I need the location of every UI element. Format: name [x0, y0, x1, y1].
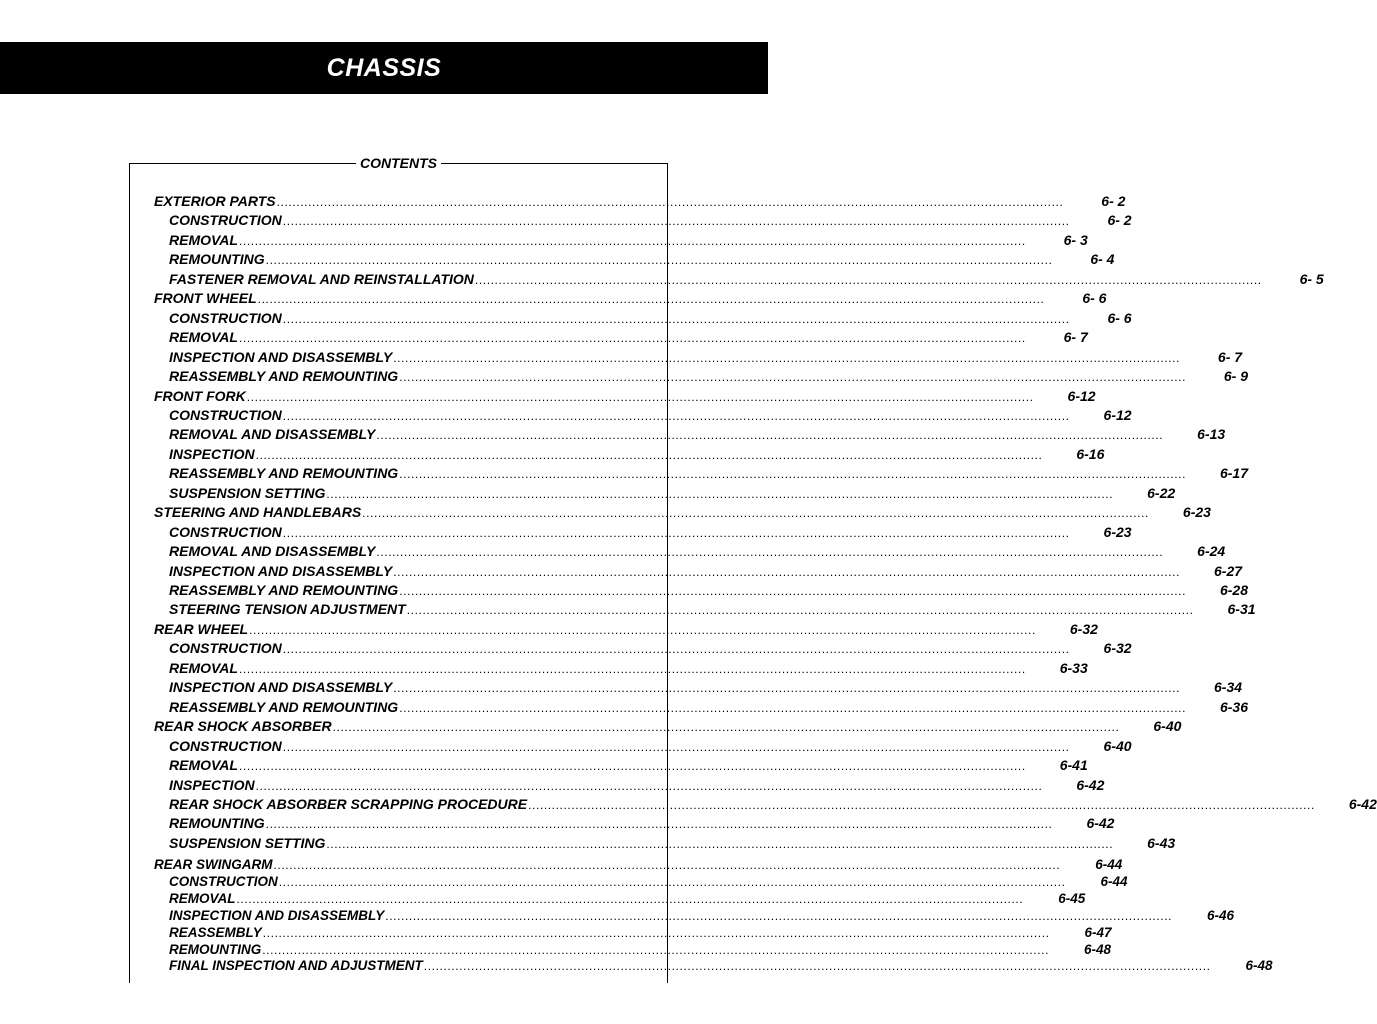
toc-entry [169, 795, 1377, 813]
toc-dot-leader: ........................................................................................................................................................................................................ [399, 370, 1186, 385]
toc-entry [169, 348, 1243, 366]
toc-entry-title: SUSPENSION SETTING [169, 834, 326, 851]
toc-entry-title: REMOUNTING [169, 815, 265, 832]
toc-entry-title: REMOVAL [169, 757, 238, 774]
toc-entry-title: REAR SHOCK ABSORBER [154, 718, 332, 735]
toc-dot-leader: ........................................................................................................................................................................................................ [238, 661, 1026, 676]
toc-entry-title: CONSTRUCTION [169, 640, 282, 657]
toc-entry [169, 814, 1115, 832]
toc-entry-page: 6-28 [1219, 582, 1248, 598]
toc-entry-page: 6- 7 [1217, 348, 1243, 365]
toc-entry-page: 6-23 [1103, 523, 1132, 540]
toc-entry-title: FRONT FORK [154, 387, 246, 404]
toc-dot-leader: ........................................................................................................................................................................................................ [236, 891, 1024, 906]
toc-entry [154, 857, 1123, 873]
toc-entry [169, 270, 1324, 288]
toc-dot-leader: ........................................................................................................................................................................................................ [238, 759, 1026, 774]
toc-entry-title: INSPECTION AND DISASSEMBLY [169, 562, 393, 579]
toc-entry-title: FINAL INSPECTION AND ADJUSTMENT [169, 958, 423, 974]
toc-entry [169, 484, 1176, 502]
toc-entry [169, 659, 1088, 677]
toc-entry-page: 6-48 [1084, 941, 1112, 957]
toc-entry [154, 192, 1126, 210]
toc-entry-title: REMOVAL AND DISASSEMBLY [169, 426, 376, 443]
toc-dot-leader: ........................................................................................................................................................................................................ [265, 817, 1053, 832]
toc-entry [169, 873, 1128, 890]
toc-entry-title: REMOVAL [169, 659, 238, 676]
toc-entry-page: 6-41 [1059, 757, 1088, 774]
toc-entry-page: 6-40 [1153, 718, 1182, 735]
toc-entry [169, 600, 1256, 618]
toc-dot-leader: ........................................................................................................................................................................................................ [474, 272, 1262, 287]
toc-dot-leader: ........................................................................................................................................................................................................ [255, 778, 1043, 793]
toc-dot-leader: ........................................................................................................................................................................................................ [362, 506, 1149, 521]
toc-dot-leader: ........................................................................................................................................................................................................ [238, 331, 1026, 346]
toc-entry-page: 6-48 [1245, 958, 1273, 974]
toc-entry-page: 6- 6 [1082, 290, 1107, 307]
toc-entry-title: FRONT WHEEL [154, 290, 257, 307]
toc-entry-page: 6-31 [1227, 601, 1256, 618]
toc-entry-title: REASSEMBLY [169, 924, 262, 940]
toc-dot-leader: ........................................................................................................................................................................................................ [246, 389, 1034, 404]
toc-entry-title: REMOVAL [169, 329, 238, 346]
toc-dot-leader: ........................................................................................................................................................................................................ [326, 486, 1114, 501]
toc-entry [154, 717, 1182, 735]
toc-entry-page: 6-12 [1067, 387, 1096, 404]
toc-entry [169, 737, 1132, 755]
toc-entry-title: REASSEMBLY AND REMOUNTING [169, 465, 399, 482]
toc-dot-leader: ........................................................................................................................................................................................................ [399, 467, 1186, 482]
toc-entry [169, 776, 1105, 794]
toc-entry-title: INSPECTION AND DISASSEMBLY [169, 348, 393, 365]
toc-entry [169, 542, 1226, 560]
toc-entry-title: STEERING TENSION ADJUSTMENT [169, 601, 406, 618]
toc-entry-title: INSPECTION [169, 445, 255, 462]
toc-entry [154, 503, 1211, 521]
toc-entry-page: 6-47 [1084, 924, 1112, 940]
toc-entry-page: 6- 9 [1223, 368, 1248, 385]
toc-entry-title: CONSTRUCTION [169, 212, 282, 229]
toc-entry-page: 6-27 [1214, 562, 1243, 579]
toc-entry-title: REASSEMBLY AND REMOUNTING [169, 582, 399, 598]
toc-entry-title: SUSPENSION SETTING [169, 484, 326, 501]
toc-dot-leader: ........................................................................................................................................................................................................ [265, 253, 1053, 268]
toc-dot-leader: ........................................................................................................................................................................................................ [278, 874, 1066, 889]
toc-entry-page: 6-36 [1219, 698, 1248, 715]
toc-entry [169, 924, 1112, 941]
toc-dot-leader: ........................................................................................................................................................................................................ [257, 292, 1045, 307]
toc-entry-title: REMOVAL AND DISASSEMBLY [169, 543, 376, 560]
toc-entry [169, 406, 1132, 424]
toc-entry [169, 698, 1248, 716]
toc-entry [169, 890, 1086, 907]
toc-dot-leader: ........................................................................................................................................................................................................ [276, 195, 1064, 209]
toc-entry [169, 958, 1273, 974]
toc-dot-leader: ........................................................................................................................................................................................................ [423, 959, 1211, 974]
chapter-title: CHASSIS [326, 53, 442, 82]
toc-entry-page: 6-42 [1086, 815, 1115, 832]
toc-entry [169, 328, 1088, 346]
toc-entry-page: 6- 3 [1063, 231, 1088, 248]
toc-entry [169, 211, 1132, 229]
toc-entry-page: 6-32 [1069, 620, 1098, 637]
toc-label-wrap [130, 155, 667, 172]
toc-entry [169, 639, 1132, 657]
toc-entry-title: REMOVAL [169, 890, 236, 906]
toc-entry [169, 562, 1243, 580]
toc-entry-title: REAR WHEEL [154, 620, 249, 637]
toc-entry-page: 6-44 [1095, 857, 1123, 872]
toc-entry [169, 581, 1248, 599]
toc-dot-leader: ........................................................................................................................................................................................................ [262, 925, 1050, 940]
toc-entry-page: 6-24 [1197, 543, 1226, 560]
toc-entry-title: CONSTRUCTION [169, 523, 282, 540]
toc-dot-leader: ........................................................................................................................................................................................................ [282, 525, 1070, 540]
toc-entry-page: 6-32 [1103, 640, 1132, 657]
toc-entry-page: 6-13 [1197, 426, 1226, 443]
toc-entry-title: FASTENER REMOVAL AND REINSTALLATION [169, 270, 474, 287]
toc-dot-leader: ........................................................................................................................................................................................................ [282, 642, 1070, 657]
toc-entry [169, 231, 1088, 249]
toc-entry [169, 834, 1176, 852]
toc-entry-title: EXTERIOR PARTS [154, 193, 276, 209]
toc-dot-leader: ........................................................................................................................................................................................................ [262, 942, 1050, 957]
toc-entry [154, 620, 1098, 638]
toc-dot-leader: ........................................................................................................................................................................................................ [399, 584, 1186, 598]
toc-dot-leader: ........................................................................................................................................................................................................ [393, 681, 1181, 696]
toc-dot-leader: ........................................................................................................................................................................................................ [528, 797, 1315, 812]
toc-entry [169, 250, 1115, 268]
toc-entry-title: CONSTRUCTION [169, 737, 282, 754]
toc-entry [154, 289, 1107, 307]
toc-entry-title: INSPECTION AND DISASSEMBLY [169, 907, 385, 923]
toc-entry-title: CONSTRUCTION [169, 406, 282, 423]
toc-entry [169, 907, 1235, 924]
toc-entry-title: INSPECTION [169, 776, 255, 793]
toc-entry-title: REAR SWINGARM [154, 857, 273, 872]
toc-entry-title: STEERING AND HANDLEBARS [154, 504, 362, 521]
toc-dot-leader: ........................................................................................................................................................................................................ [282, 739, 1070, 754]
toc-entry-title: REMOVAL [169, 231, 238, 248]
toc-dot-leader: ........................................................................................................................................................................................................ [282, 214, 1070, 229]
toc-entry-page: 6-17 [1219, 465, 1248, 482]
toc-entry-title: CONSTRUCTION [169, 309, 282, 326]
toc-entry [169, 309, 1132, 327]
toc-entry-page: 6-40 [1103, 737, 1132, 754]
toc-entry-page: 6-34 [1214, 679, 1243, 696]
toc-dot-leader: ........................................................................................................................................................................................................ [332, 720, 1120, 735]
toc-entry-page: 6- 2 [1101, 193, 1126, 209]
toc-entry [169, 464, 1248, 482]
toc-entry [169, 367, 1248, 385]
toc-entry [169, 425, 1226, 443]
toc-entry-page: 6- 5 [1299, 270, 1324, 287]
toc-entry-page: 6-42 [1076, 776, 1105, 793]
toc-dot-leader: ........................................................................................................................................................................................................ [399, 700, 1186, 715]
toc-entry [169, 941, 1112, 958]
toc-label: CONTENTS [356, 155, 441, 171]
toc-dot-leader: ........................................................................................................................................................................................................ [393, 564, 1181, 579]
toc-entry-title: REMOUNTING [169, 941, 262, 957]
toc-dot-leader: ........................................................................................................................................................................................................ [238, 233, 1026, 248]
toc-entry-page: 6-16 [1076, 445, 1105, 462]
toc-dot-leader: ........................................................................................................................................................................................................ [385, 908, 1173, 923]
toc-entry-title: REMOUNTING [169, 251, 265, 268]
toc-entry-page: 6-46 [1207, 907, 1235, 923]
toc-entry-title: REAR SHOCK ABSORBER SCRAPPING PROCEDURE [169, 795, 528, 812]
toc-entry [154, 387, 1096, 405]
toc-dot-leader: ........................................................................................................................................................................................................ [393, 350, 1181, 365]
toc-entry [169, 523, 1132, 541]
toc-entry-page: 6-12 [1103, 406, 1132, 423]
toc-dot-leader: ........................................................................................................................................................................................................ [282, 408, 1070, 423]
toc-entry-page: 6- 6 [1107, 309, 1132, 326]
toc-dot-leader: ........................................................................................................................................................................................................ [255, 447, 1043, 462]
toc-entry-page: 6-42 [1348, 795, 1377, 812]
toc-dot-leader: ........................................................................................................................................................................................................ [406, 603, 1194, 618]
toc-dot-leader: ........................................................................................................................................................................................................ [376, 545, 1164, 560]
toc-entry-page: 6- 4 [1090, 251, 1115, 268]
toc-entry-page: 6-45 [1058, 890, 1086, 906]
toc-dot-leader: ........................................................................................................................................................................................................ [249, 622, 1036, 637]
toc-entry-page: 6- 7 [1063, 329, 1088, 346]
toc-entry-page: 6-22 [1147, 484, 1176, 501]
toc-entry-page: 6-43 [1147, 834, 1176, 851]
toc-entry-title: CONSTRUCTION [169, 873, 278, 889]
toc-entry-page: 6-33 [1059, 659, 1088, 676]
toc-entry-page: 6-44 [1100, 873, 1128, 889]
toc-dot-leader: ........................................................................................................................................................................................................ [326, 836, 1114, 851]
toc-entry [169, 678, 1243, 696]
toc-entry [169, 756, 1088, 774]
toc-entry [169, 445, 1105, 463]
toc-entry-title: INSPECTION AND DISASSEMBLY [169, 679, 393, 696]
toc-dot-leader: ........................................................................................................................................................................................................ [273, 858, 1061, 872]
toc-entry-page: 6- 2 [1107, 212, 1132, 229]
toc-entry-title: REASSEMBLY AND REMOUNTING [169, 368, 399, 385]
toc-entry-page: 6-23 [1182, 504, 1211, 521]
toc-dot-leader: ........................................................................................................................................................................................................ [376, 428, 1164, 443]
toc-dot-leader: ........................................................................................................................................................................................................ [282, 311, 1070, 326]
toc-box [129, 155, 1377, 983]
chapter-title-bar [0, 42, 768, 94]
toc-entry-title: REASSEMBLY AND REMOUNTING [169, 698, 399, 715]
